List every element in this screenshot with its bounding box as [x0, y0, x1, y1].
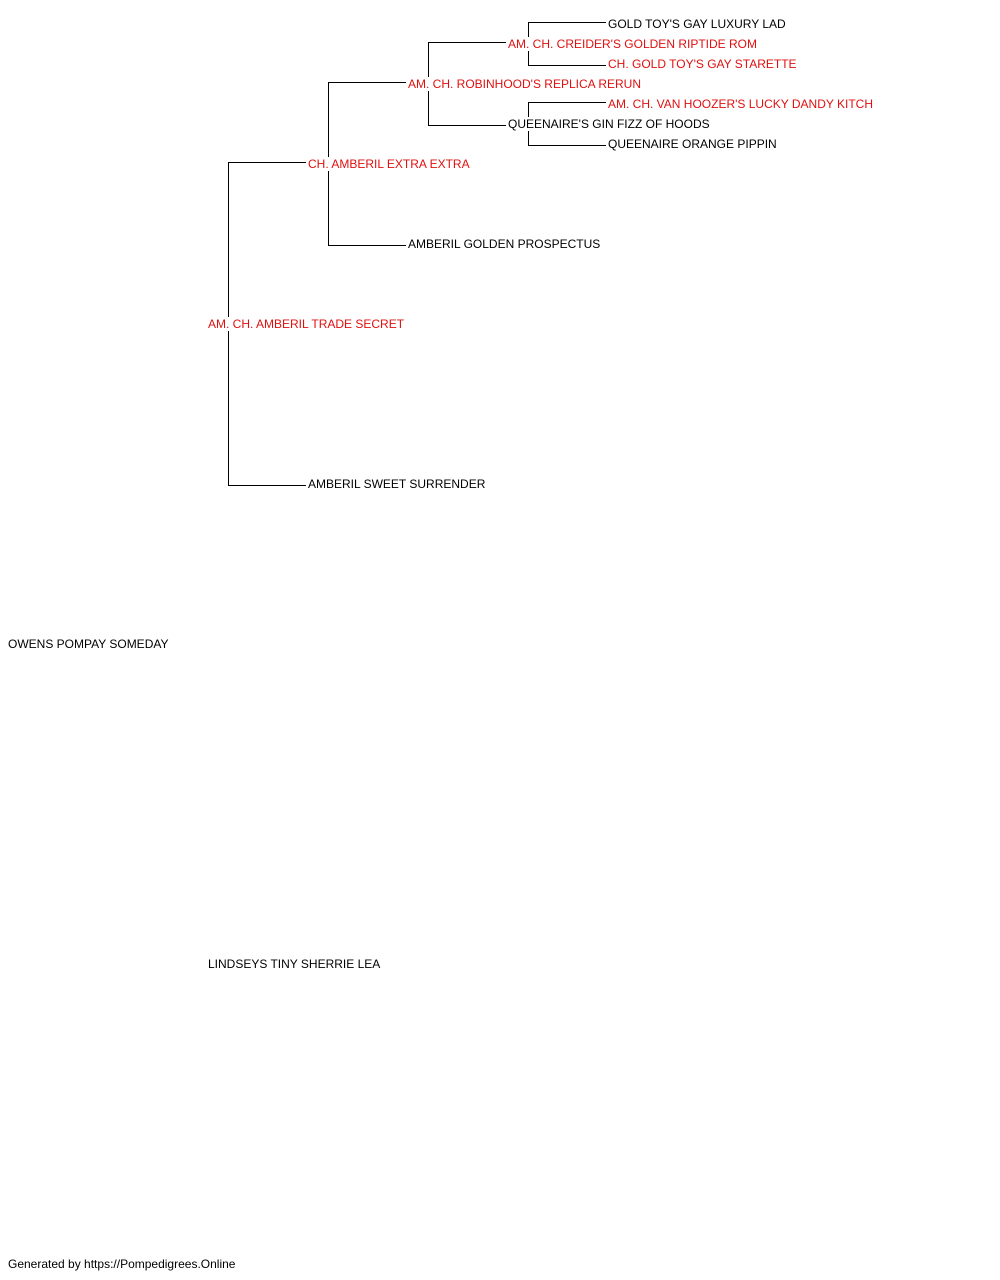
- dam: LINDSEYS TINY SHERRIE LEA: [208, 957, 381, 971]
- connector-line: [528, 22, 606, 23]
- subject-dog: OWENS POMPAY SOMEDAY: [8, 637, 169, 651]
- connector-line: [328, 82, 406, 83]
- connector-line: [228, 162, 306, 163]
- connector-line: [528, 145, 606, 146]
- ancestor-sssds: AM. CH. VAN HOOZER'S LUCKY DANDY KITCH: [608, 97, 874, 111]
- ancestor-sssdd: QUEENAIRE ORANGE PIPPIN: [608, 137, 777, 151]
- connector-line: [528, 102, 606, 103]
- sire: AM. CH. AMBERIL TRADE SECRET: [208, 317, 405, 331]
- sire-dam: AMBERIL SWEET SURRENDER: [308, 477, 486, 491]
- footer-credit: Generated by https://Pompedigrees.Online: [8, 1257, 236, 1271]
- ancestor-ssd: AMBERIL GOLDEN PROSPECTUS: [408, 237, 601, 251]
- connector-line: [428, 125, 506, 126]
- ancestor-sss: AM. CH. ROBINHOOD'S REPLICA RERUN: [408, 77, 641, 91]
- connector-line: [528, 65, 606, 66]
- ancestor-ssssd: CH. GOLD TOY'S GAY STARETTE: [608, 57, 797, 71]
- ancestor-sssss: GOLD TOY'S GAY LUXURY LAD: [608, 17, 786, 31]
- ancestor-sssd: QUEENAIRE'S GIN FIZZ OF HOODS: [508, 117, 710, 131]
- connector-line: [328, 245, 406, 246]
- ancestor-ssss: AM. CH. CREIDER'S GOLDEN RIPTIDE ROM: [508, 37, 757, 51]
- connector-line: [428, 42, 506, 43]
- connector-line: [228, 485, 306, 486]
- sire-sire: CH. AMBERIL EXTRA EXTRA: [308, 157, 470, 171]
